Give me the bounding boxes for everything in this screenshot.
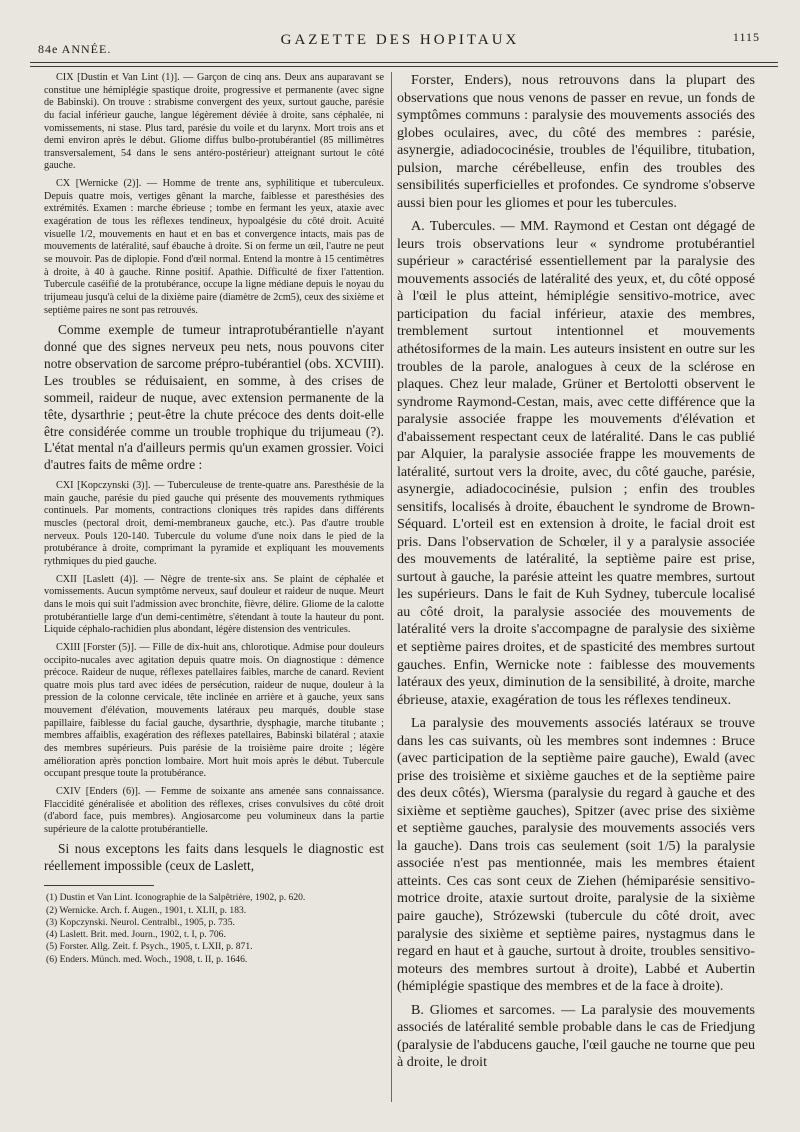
observation-cxiii: CXIII [Forster (5)]. — Fille de dix-huit ans, chlorotique. Admise pour douleurs occipito-nucales avec agitation depuis quatre mois. On diagnostique : démence précoce. Raideur de nuque, réflexes patellaires faibles, marche de canard. Revient quatre mois plus tard avec idées de persécution, raideur de nuque, douleur à la pression de la colonne cervicale, tête inclinée en arrière et à gauche, yeux sans mouvement d'élévation, mouvements latéraux peu marqués, double stase papillaire, faiblesse du facial gauche, dysarthrie, dysphagie, marche titubante ; membres affaiblis, exagération des réflexes patellaires, Babinski bilatéral ; ataxie des membres supérieurs. Puis parésie de la troisième paire droite ; légère amélioration après ponction lombaire. Mort huit mois après le début. Tubercule occupant presque toute la protubérance. [44,641,384,780]
column-divider [391,72,392,1102]
footnote: (3) Kopczynski. Neurol. Centralbl., 1905, p. 735. [46,916,235,928]
header-rule [30,62,778,63]
observation-cix: CIX [Dustin et Van Lint (1)]. — Garçon de cinq ans. Deux ans auparavant se constitue une hémiplégie spastique droite, progressive et permanente (avec signe de Babinski). On trouve : strabisme convergent des yeux, surtout gauche, parésie du facial inférieur gauche, langue légèrement déviée à droite, sans céphalée, ni vomissements, ni stase. Plus tard, parésie du voile et du larynx. Mort trois ans et demi environ après le début. Gliome diffus bulbo-protubérantiel (85 millimètres transversalement, 54 dans le sens antéro-postérieur) atteignant surtout le côté gauche. [44,72,384,172]
journal-title: GAZETTE DES HOPITAUX [280,32,520,48]
body-paragraph: Forster, Enders), nous retrouvons dans la plupart des observations que nous venons de passer en revue, un fonds de symptômes communs : paralysie des mouvements associés des globes oculaires, avec, du côté des membres : parésie, asynergie, adiadococinésie, troubles de l'équilibre, titubation, pulsion, marche cérébelleuse, enfin des troubles des sensibilités superficielles et profondes. Ce syndrome s'observe aussi bien pour les gliomes et pour les tubercules. [397,72,755,211]
footnote: (6) Enders. Münch. med. Woch., 1908, t. II, p. 1646. [46,953,248,965]
footnote: (5) Forster. Allg. Zeit. f. Psych., 1905, t. LXII, p. 871. [46,941,253,953]
left-column [44,72,384,966]
footnote: (2) Wernicke. Arch. f. Augen., 1901, t. XLII, p. 183. [46,904,247,916]
header-rule [30,66,778,67]
section-tubercules: A. Tubercules. — MM. Raymond et Cestan ont dégagé de leurs trois observations leur « syndrome protubérantiel supérieur » caractérisé essentiellement par la paralysie des mouvements associés de latéralité des yeux, et, du côté opposé à l'œil le plus atteint, hémiplégie sensitivo-motrice, avec participation du facial inférieur, ataxie des membres, tremblement surtout intentionnel et mouvements athétosiformes de la main. Les auteurs insistent en outre sur les troubles de la parole, analogues à ceux de la sclérose en plaques. Chez leur malade, Grüner et Bertolotti observent le syndrome Raymond-Cestan, mais, avec cette différence que la paralysie associée frappe les mouvements d'élévation et d'abaissement respectant ceux de latéralité. Dans le cas publié par Alquier, la paralysie associée frappe les mouvements de latéralité, surtout vers la droite, avec, du côté gauche, parésie, asynergie, adiadococinésie, pulsion ; enfin des troubles sensitifs, localisés à droite, ébauchent le syndrome de Brown-Séquard. L'orteil est en extension à droite, le facial droit est pris. Dans l'observation de Schœler, il y a paralysie associée des mouvements de latéralité, la septième paire est prise, surtout à gauche, la parésie atteint les quatre membres, surtout les supérieurs. Dans le fait de Kuh Sydney, tubercule localisé au côté droit, la paralysie associée des mouvements de latéralité vers la droite s'accompagne de paralysie des sixième et septième paires droites, et de spasticité des membres surtout gauches. Enfin, Wernicke note : faiblesse des mouvements latéraux des yeux, diminution de la sensibilité, à droite, marche ébrieuse, ataxie, exagération de tous les réflexes tendineux. [397,218,755,708]
body-paragraph: La paralysie des mouvements associés latéraux se trouve dans les cas suivants, où les membres sont indemnes : Bruce (avec participation de la septième paire gauche), Ewald (avec prise des troisième et sixième gauches et de la septième paire des deux côtés), Wiersma (paralysie du regard à gauche et des sixième et septième gauches), Spitzer (avec prise des sixième et septième gauches, paralysie des mouvements associés vers la gauche). Dans trois cas seulement (soit 1/5) la paralysie associée n'est pas mentionnée, mais les membres étaient atteints. Ces cas sont ceux de Ziehen (hémiparésie sensitivo-motrice droite, ataxie surtout droite, paralysie de la sixième paire gauche), Strózewski (tubercule du côté droit, avec paralysie des sixième et septième paires, nystagmus dans le regard en haut et à gauche, surtout à droite, troubles sensitivo-moteurs des membres surtout à droite), Labbé et Aubertin (hémiplégie spastique des membres et de la face à droite). [397,715,755,995]
section-gliomes-sarcomes: B. Gliomes et sarcomes. — La paralysie des mouvements associés de latéralité semble probable dans le cas de Friedjung (paralysie de l'abducens gauche, l'œil gauche ne tourne que peu à droite, le droit [397,1001,755,1071]
year-label: 84e ANNÉE. [38,42,112,56]
body-paragraph: Comme exemple de tumeur intraprotubérantielle n'ayant donné que des signes nerveux peu nets, nous pouvons citer notre observation de sarcome prépro-tubérantiel (obs. XCVIII). Les troubles se réduisaient, en somme, à des crises de sommeil, raideur de nuque, avec extension permanente de la tête, dysarthrie ; peut-être la chute précoce des dents doit-elle être considérée comme un trouble trophique du trijumeau (?). L'état mental n'a d'ailleurs permis qu'un examen grossier. Voici d'autres faits de même ordre : [44,322,384,473]
observation-cxiv: CXIV [Enders (6)]. — Femme de soixante ans amenée sans connaissance. Flaccidité généralisée et abolition des réflexes, crises convulsives du côté droit (d'abord face, puis membres). Angiosarcome peu volumineux dans la partie supérieure de la calotte protubérantielle. [44,785,384,835]
body-paragraph: Si nous exceptons les faits dans lesquels le diagnostic est réellement impossible (ceux de Laslett, [44,841,384,874]
footnotes [44,892,384,966]
right-column [397,72,755,1078]
footnote-rule [44,885,154,886]
footnote: (4) Laslett. Brit. med. Journ., 1902, t. I, p. 706. [46,929,226,941]
page-number: 1115 [732,30,760,44]
footnote: (1) Dustin et Van Lint. Iconographie de la Salpêtrière, 1902, p. 620. [46,892,306,904]
observation-cxi: CXI [Kopczynski (3)]. — Tuberculeuse de trente-quatre ans. Paresthésie de la main gauche, parésie du pied gauche qui présente des mouvements rythmiques continuels. Par moments, contractions cloniques très rapides dans différents muscles (pectoral droit, demi-membraneux gauche, etc.). Pas d'autre trouble nerveux. Pouls 120-140. Tubercule du volume d'une noix dans le pied de la protubérance à droite, comprimant la pyramide et expliquant les mouvements rythmiques du pied gauche. [44,480,384,568]
observation-cx: CX [Wernicke (2)]. — Homme de trente ans, syphilitique et tuberculeux. Depuis quatre mois, vertiges gênant la marche, faiblesse et paresthésies des extrémités. Examen : marche ébrieuse ; tombe en fermant les yeux, ataxie avec exagération de tous les réflexes tendineux, hypoalgésie du côté droit. Acuité visuelle 1/2, mouvements en haut et en bas et convergence intacts, mais pas de mouvements de latéralité, sauf ébauche à droite. Si on ferme un œil, l'autre ne peut se mouvoir. Pas de diplopie. Fond d'œil normal. Entend la montre à 15 centimètres à droite, à 40 à gauche. Rinne positif. Apathie. Difficulté de fixer l'attention. Tubercule caséifié de la protubérance, occupe la ligne médiane depuis le noyau du trijumeau jusqu'à celui de la dixième paire (diamètre de 2cm5), ceux des sixième et septième paires ne sont pas retrouvés. [44,178,384,316]
observation-cxii: CXII [Laslett (4)]. — Nègre de trente-six ans. Se plaint de céphalée et vomissements. Aucun symptôme nerveux, sauf douleur et raideur de nuque. Meurt dans le mois qui suit l'admission avec bronchite, fièvre, délire. Gliome de la calotte protubérantielle large d'un demi-centimètre, s'étendant à toute la hauteur du pont. Liquide céphalo-rachidien plus abondant, légère distension des ventricules. [44,573,384,636]
